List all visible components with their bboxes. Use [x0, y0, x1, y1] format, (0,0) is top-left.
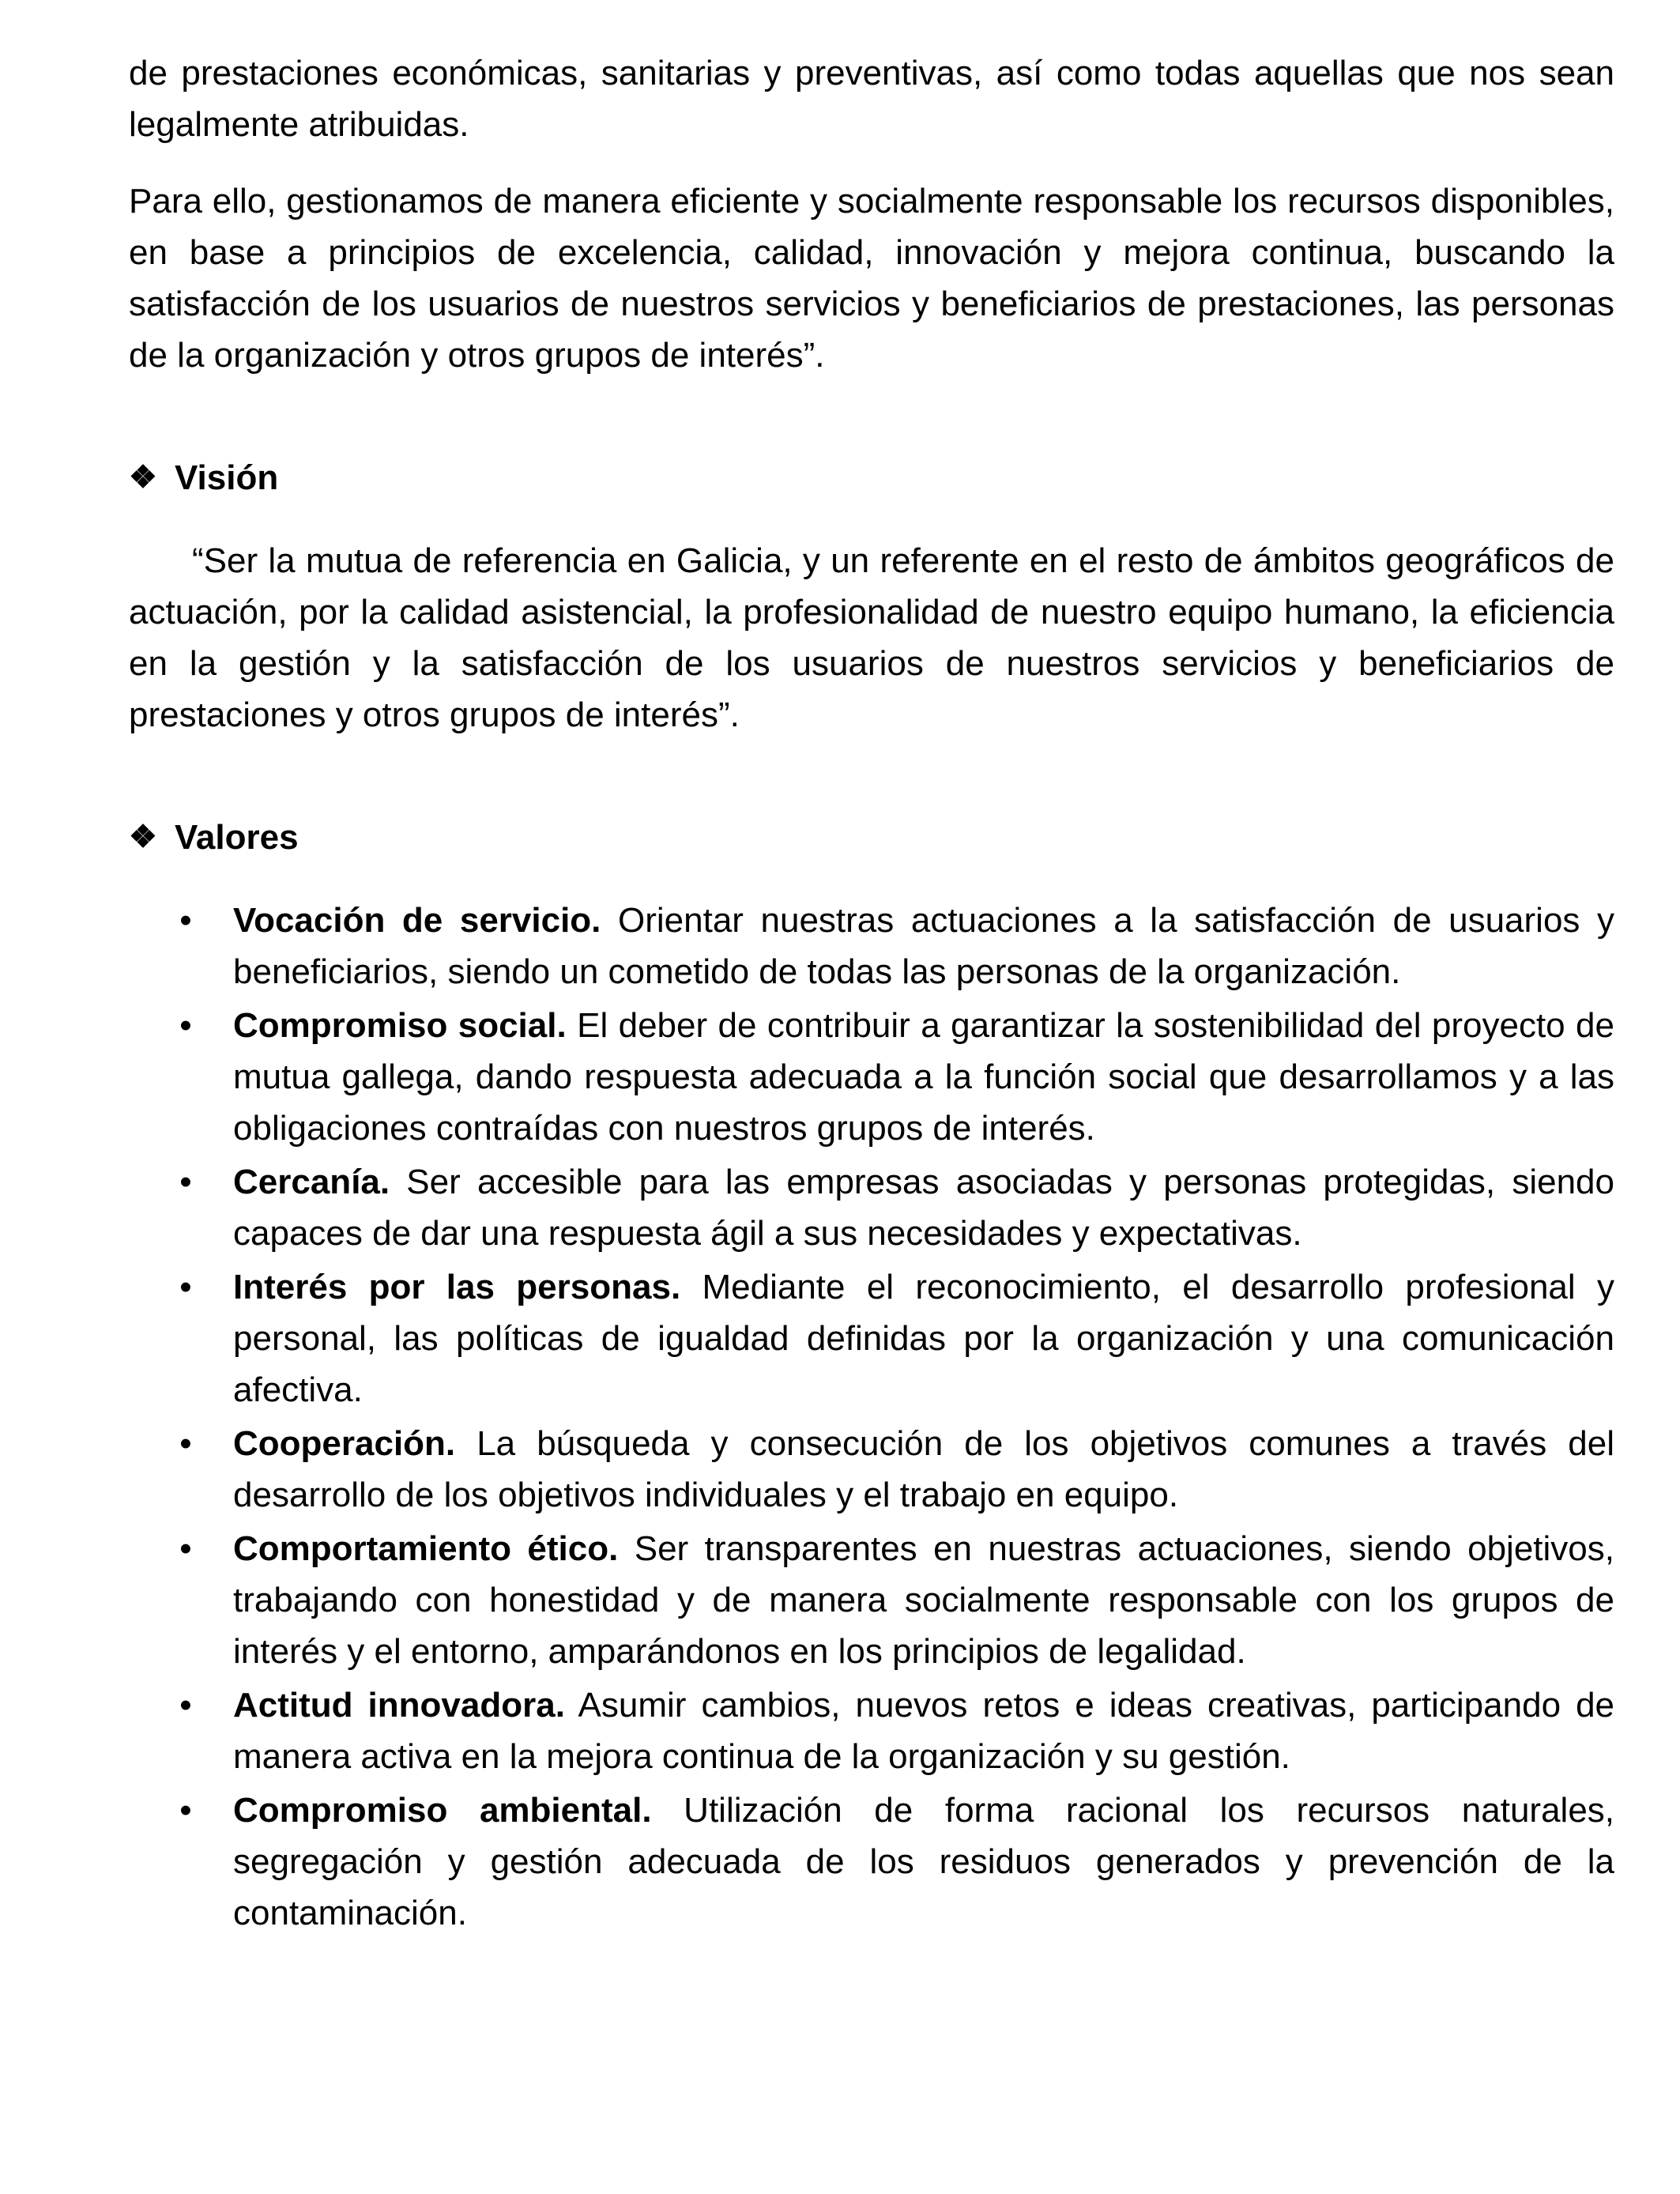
value-item-interes-personas	[129, 1261, 1614, 1416]
value-description: Asumir cambios, nuevos retos e ideas creativas, participando de manera activa en la mejora continua de la organización y su gestión.	[233, 1686, 1615, 1776]
value-title: Vocación de servicio.	[233, 901, 601, 940]
value-title: Cercanía.	[233, 1163, 390, 1201]
value-description: El deber de contribuir a garantizar la sostenibilidad del proyecto de mutua gallega, dando respuesta adecuada a la función social que desarrollamos y a las obligaciones contraídas con nuestros grupos de interés.	[233, 1006, 1614, 1148]
value-title: Compromiso social.	[233, 1006, 567, 1045]
value-item-compromiso-social	[129, 1000, 1614, 1154]
diamond-bullet-icon: ❖	[129, 460, 157, 495]
bullet-icon: •	[179, 1424, 192, 1463]
value-title: Interés por las personas.	[233, 1268, 681, 1306]
bullet-icon: •	[179, 1163, 192, 1201]
value-description: Mediante el reconocimiento, el desarrollo profesional y personal, las políticas de igualdad definidas por la organización y una comunicación afectiva.	[233, 1268, 1614, 1409]
diamond-bullet-icon: ❖	[129, 820, 157, 854]
bullet-icon: •	[179, 1529, 192, 1568]
value-description: La búsqueda y consecución de los objetivos comunes a través del desarrollo de los objetivos individuales y el trabajo en equipo.	[233, 1424, 1614, 1514]
value-description: Ser transparentes en nuestras actuaciones, siendo objetivos, trabajando con honestidad y de manera socialmente responsable con los grupos de interés y el entorno, amparándonos en los principios de legalidad.	[233, 1529, 1614, 1671]
vision-heading-label: Visión	[175, 458, 279, 497]
values-heading-label: Valores	[175, 818, 299, 857]
value-item-compromiso-ambiental	[129, 1785, 1614, 1939]
bullet-icon: •	[179, 1268, 192, 1306]
mission-closing-paragraph: Para ello, gestionamos de manera eficiente y socialmente responsable los recursos disponibles, en base a principios de excelencia, calidad, innovación y mejora continua, buscando la satisfacción de los usuarios de nuestros servicios y beneficiarios de prestaciones, las personas de la organización y otros grupos de interés”.	[129, 182, 1614, 375]
document-page	[129, 47, 1614, 1941]
value-title: Cooperación.	[233, 1424, 456, 1463]
value-title: Compromiso ambiental.	[233, 1791, 652, 1830]
value-item-cercania	[129, 1156, 1614, 1259]
value-title: Comportamiento ético.	[233, 1529, 619, 1568]
value-item-actitud-innovadora	[129, 1679, 1614, 1782]
values-list	[129, 895, 1614, 1939]
value-title: Actitud innovadora.	[233, 1686, 565, 1725]
value-description: Orientar nuestras actuaciones a la satisfacción de usuarios y beneficiarios, siendo un cometido de todas las personas de la organización.	[233, 901, 1615, 991]
bullet-icon: •	[179, 901, 192, 940]
bullet-icon: •	[179, 1791, 192, 1830]
value-description: Utilización de forma racional los recursos naturales, segregación y gestión adecuada de los residuos generados y prevención de la contaminación.	[233, 1791, 1615, 1932]
value-item-comportamiento-etico	[129, 1523, 1614, 1677]
vision-paragraph: “Ser la mutua de referencia en Galicia, y un referente en el resto de ámbitos geográficos de actuación, por la calidad asistencial, la profesionalidad de nuestro equipo humano, la eficiencia en la gestión y la satisfacción de los usuarios de nuestros servicios y beneficiarios de prestaciones y otros grupos de interés”.	[129, 541, 1614, 734]
bullet-icon: •	[179, 1006, 192, 1045]
bullet-icon: •	[179, 1686, 192, 1725]
value-description: Ser accesible para las empresas asociadas y personas protegidas, siendo capaces de dar una respuesta ágil a sus necesidades y expectativas.	[233, 1163, 1614, 1253]
values-heading	[129, 812, 1614, 863]
value-item-vocacion	[129, 895, 1614, 997]
mission-continuation-paragraph: de prestaciones económicas, sanitarias y preventivas, así como todas aquellas que nos sean legalmente atribuidas.	[129, 54, 1614, 144]
vision-heading	[129, 452, 1614, 503]
value-item-cooperacion	[129, 1418, 1614, 1521]
